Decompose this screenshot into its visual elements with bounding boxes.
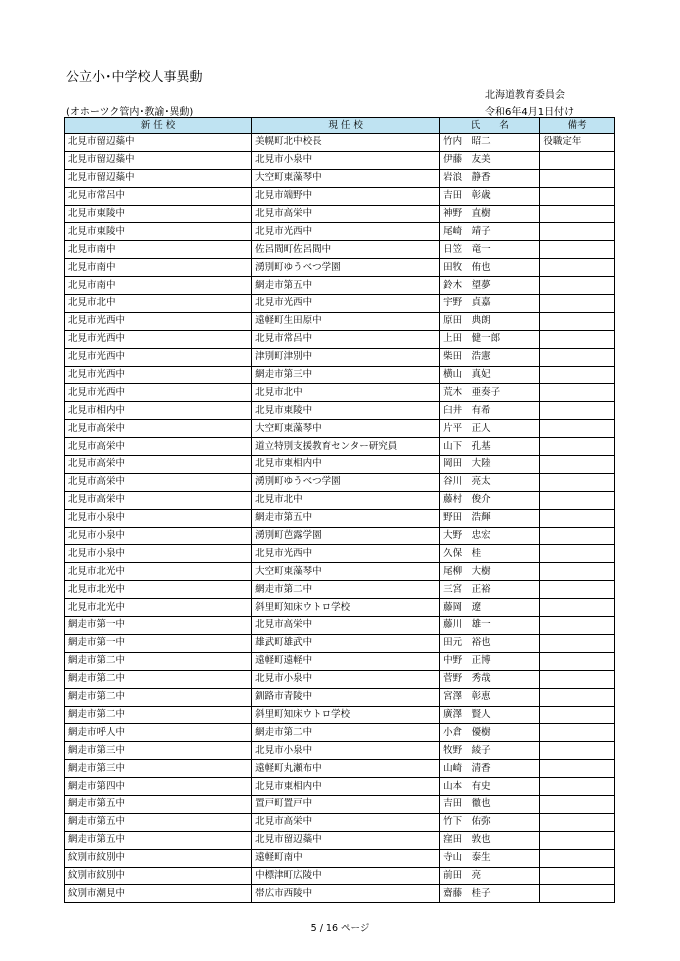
name-cell: 寺山 泰生 bbox=[440, 849, 540, 867]
remarks-cell bbox=[540, 420, 615, 438]
remarks-cell bbox=[540, 473, 615, 491]
current-school-cell: 網走市第三中 bbox=[252, 366, 440, 384]
table-row bbox=[65, 724, 615, 742]
name-cell: 上田 健一郎 bbox=[440, 330, 540, 348]
table-row bbox=[65, 402, 615, 420]
name-cell: 三宮 正裕 bbox=[440, 581, 540, 599]
table-row bbox=[65, 205, 615, 223]
name-cell: 田牧 侑也 bbox=[440, 259, 540, 277]
current-school-cell: 釧路市青陵中 bbox=[252, 688, 440, 706]
new-school-cell: 北見市光西中 bbox=[65, 384, 252, 402]
remarks-cell bbox=[540, 366, 615, 384]
new-school-cell: 紋別市紋別中 bbox=[65, 849, 252, 867]
table-row bbox=[65, 849, 615, 867]
remarks-cell bbox=[540, 151, 615, 169]
name-cell: 竹下 佑弥 bbox=[440, 813, 540, 831]
table-row bbox=[65, 169, 615, 187]
header-new-school: 新 任 校 bbox=[65, 118, 252, 134]
new-school-cell: 網走市呼人中 bbox=[65, 724, 252, 742]
current-school-cell: 遠軽町南中 bbox=[252, 849, 440, 867]
table-row bbox=[65, 223, 615, 241]
name-cell: 荒木 亜奏子 bbox=[440, 384, 540, 402]
current-school-cell: 北見市光西中 bbox=[252, 545, 440, 563]
current-school-cell: 北見市小泉中 bbox=[252, 742, 440, 760]
new-school-cell: 網走市第二中 bbox=[65, 706, 252, 724]
name-cell: 前田 亮 bbox=[440, 867, 540, 885]
name-cell: 岩浪 静香 bbox=[440, 169, 540, 187]
remarks-cell bbox=[540, 241, 615, 259]
remarks-cell bbox=[540, 402, 615, 420]
new-school-cell: 北見市留辺蘂中 bbox=[65, 134, 252, 152]
table-row bbox=[65, 187, 615, 205]
new-school-cell: 北見市光西中 bbox=[65, 312, 252, 330]
name-cell: 谷川 亮太 bbox=[440, 473, 540, 491]
current-school-cell: 北見市東陵中 bbox=[252, 402, 440, 420]
table-row bbox=[65, 688, 615, 706]
remarks-cell bbox=[540, 849, 615, 867]
current-school-cell: 網走市第二中 bbox=[252, 724, 440, 742]
new-school-cell: 北見市北光中 bbox=[65, 599, 252, 617]
remarks-cell bbox=[540, 724, 615, 742]
remarks-cell bbox=[540, 259, 615, 277]
new-school-cell: 網走市第三中 bbox=[65, 742, 252, 760]
remarks-cell bbox=[540, 617, 615, 635]
table-row bbox=[65, 420, 615, 438]
table-row bbox=[65, 473, 615, 491]
name-cell: 藤川 雄一 bbox=[440, 617, 540, 635]
current-school-cell: 大空町東藻琴中 bbox=[252, 169, 440, 187]
remarks-cell bbox=[540, 778, 615, 796]
header-name: 氏 名 bbox=[440, 118, 540, 134]
remarks-cell bbox=[540, 295, 615, 313]
name-cell: 牧野 綾子 bbox=[440, 742, 540, 760]
organization-name: 北海道教育委員会 bbox=[485, 90, 565, 101]
remarks-cell bbox=[540, 348, 615, 366]
name-cell: 臼井 有希 bbox=[440, 402, 540, 420]
new-school-cell: 網走市第三中 bbox=[65, 760, 252, 778]
new-school-cell: 北見市常呂中 bbox=[65, 187, 252, 205]
name-cell: 齋藤 桂子 bbox=[440, 885, 540, 903]
table-row bbox=[65, 456, 615, 474]
table-row bbox=[65, 760, 615, 778]
remarks-cell bbox=[540, 885, 615, 903]
name-cell: 日笠 竜一 bbox=[440, 241, 540, 259]
personnel-table bbox=[64, 117, 615, 903]
remarks-cell bbox=[540, 742, 615, 760]
current-school-cell: 北見市高栄中 bbox=[252, 205, 440, 223]
new-school-cell: 紋別市紋別中 bbox=[65, 867, 252, 885]
remarks-cell bbox=[540, 223, 615, 241]
remarks-cell bbox=[540, 456, 615, 474]
name-cell: 竹内 昭二 bbox=[440, 134, 540, 152]
name-cell: 窪田 敦也 bbox=[440, 831, 540, 849]
name-cell: 久保 桂 bbox=[440, 545, 540, 563]
table-row bbox=[65, 634, 615, 652]
current-school-cell: 湧別町芭露学園 bbox=[252, 527, 440, 545]
name-cell: 柴田 浩憲 bbox=[440, 348, 540, 366]
current-school-cell: 北見市常呂中 bbox=[252, 330, 440, 348]
table-row bbox=[65, 617, 615, 635]
remarks-cell bbox=[540, 831, 615, 849]
remarks-cell bbox=[540, 169, 615, 187]
remarks-cell bbox=[540, 867, 615, 885]
remarks-cell bbox=[540, 330, 615, 348]
current-school-cell: 北見市小泉中 bbox=[252, 670, 440, 688]
table-row bbox=[65, 330, 615, 348]
name-cell: 岡田 大陸 bbox=[440, 456, 540, 474]
name-cell: 横山 真妃 bbox=[440, 366, 540, 384]
table-row bbox=[65, 670, 615, 688]
header-remarks: 備考 bbox=[540, 118, 615, 134]
new-school-cell: 北見市南中 bbox=[65, 259, 252, 277]
current-school-cell: 北見市光西中 bbox=[252, 295, 440, 313]
remarks-cell bbox=[540, 491, 615, 509]
table-row bbox=[65, 563, 615, 581]
table-header-row bbox=[65, 118, 615, 134]
table-row bbox=[65, 867, 615, 885]
table-row bbox=[65, 151, 615, 169]
current-school-cell: 北見市留辺蘂中 bbox=[252, 831, 440, 849]
remarks-cell bbox=[540, 581, 615, 599]
name-cell: 原田 典朗 bbox=[440, 312, 540, 330]
remarks-cell bbox=[540, 277, 615, 295]
current-school-cell: 大空町東藻琴中 bbox=[252, 420, 440, 438]
table-row bbox=[65, 277, 615, 295]
header-current-school: 現 任 校 bbox=[252, 118, 440, 134]
table-row bbox=[65, 581, 615, 599]
name-cell: 野田 浩輝 bbox=[440, 509, 540, 527]
remarks-cell bbox=[540, 438, 615, 456]
new-school-cell: 北見市高栄中 bbox=[65, 456, 252, 474]
name-cell: 山下 孔基 bbox=[440, 438, 540, 456]
name-cell: 宇野 貞嘉 bbox=[440, 295, 540, 313]
current-school-cell: 津別町津別中 bbox=[252, 348, 440, 366]
current-school-cell: 遠軽町丸瀬布中 bbox=[252, 760, 440, 778]
new-school-cell: 北見市光西中 bbox=[65, 348, 252, 366]
name-cell: 尾崎 靖子 bbox=[440, 223, 540, 241]
category-label: (オホーツク管内･教諭･異動) bbox=[66, 107, 194, 118]
new-school-cell: 北見市留辺蘂中 bbox=[65, 151, 252, 169]
name-cell: 大野 忠宏 bbox=[440, 527, 540, 545]
name-cell: 神野 直樹 bbox=[440, 205, 540, 223]
new-school-cell: 北見市高栄中 bbox=[65, 473, 252, 491]
page-number: 5 / 16 ページ bbox=[310, 923, 370, 934]
table-row bbox=[65, 366, 615, 384]
table-row bbox=[65, 599, 615, 617]
table-row bbox=[65, 885, 615, 903]
name-cell: 小倉 優樹 bbox=[440, 724, 540, 742]
new-school-cell: 網走市第五中 bbox=[65, 813, 252, 831]
new-school-cell: 北見市小泉中 bbox=[65, 509, 252, 527]
current-school-cell: 北見市北中 bbox=[252, 384, 440, 402]
current-school-cell: 北見市高栄中 bbox=[252, 813, 440, 831]
current-school-cell: 大空町東藻琴中 bbox=[252, 563, 440, 581]
name-cell: 吉田 徹也 bbox=[440, 795, 540, 813]
current-school-cell: 佐呂間町佐呂間中 bbox=[252, 241, 440, 259]
new-school-cell: 網走市第二中 bbox=[65, 688, 252, 706]
current-school-cell: 北見市東相内中 bbox=[252, 456, 440, 474]
remarks-cell bbox=[540, 760, 615, 778]
effective-date: 令和6年4月1日付け bbox=[485, 107, 575, 118]
current-school-cell: 雄武町雄武中 bbox=[252, 634, 440, 652]
current-school-cell: 湧別町ゆうべつ学園 bbox=[252, 259, 440, 277]
name-cell: 宮澤 彰恵 bbox=[440, 688, 540, 706]
remarks-cell bbox=[540, 813, 615, 831]
new-school-cell: 北見市高栄中 bbox=[65, 438, 252, 456]
current-school-cell: 網走市第二中 bbox=[252, 581, 440, 599]
new-school-cell: 北見市高栄中 bbox=[65, 420, 252, 438]
remarks-cell bbox=[540, 205, 615, 223]
remarks-cell bbox=[540, 384, 615, 402]
table-row bbox=[65, 831, 615, 849]
new-school-cell: 網走市第一中 bbox=[65, 634, 252, 652]
new-school-cell: 北見市北光中 bbox=[65, 563, 252, 581]
name-cell: 菅野 秀哉 bbox=[440, 670, 540, 688]
new-school-cell: 北見市光西中 bbox=[65, 330, 252, 348]
remarks-cell bbox=[540, 706, 615, 724]
new-school-cell: 北見市小泉中 bbox=[65, 545, 252, 563]
table-row bbox=[65, 384, 615, 402]
new-school-cell: 網走市第五中 bbox=[65, 795, 252, 813]
remarks-cell bbox=[540, 545, 615, 563]
current-school-cell: 斜里町知床ウトロ学校 bbox=[252, 706, 440, 724]
current-school-cell: 北見市小泉中 bbox=[252, 151, 440, 169]
remarks-cell: 役職定年 bbox=[540, 134, 615, 152]
current-school-cell: 北見市端野中 bbox=[252, 187, 440, 205]
table-row bbox=[65, 509, 615, 527]
new-school-cell: 北見市留辺蘂中 bbox=[65, 169, 252, 187]
new-school-cell: 北見市東陵中 bbox=[65, 205, 252, 223]
current-school-cell: 網走市第五中 bbox=[252, 277, 440, 295]
remarks-cell bbox=[540, 509, 615, 527]
new-school-cell: 北見市南中 bbox=[65, 277, 252, 295]
table-row bbox=[65, 134, 615, 152]
table-row bbox=[65, 491, 615, 509]
new-school-cell: 北見市高栄中 bbox=[65, 491, 252, 509]
remarks-cell bbox=[540, 634, 615, 652]
name-cell: 廣澤 賢人 bbox=[440, 706, 540, 724]
new-school-cell: 北見市南中 bbox=[65, 241, 252, 259]
name-cell: 鈴木 望夢 bbox=[440, 277, 540, 295]
new-school-cell: 網走市第四中 bbox=[65, 778, 252, 796]
current-school-cell: 遠軽町遠軽中 bbox=[252, 652, 440, 670]
name-cell: 田元 裕也 bbox=[440, 634, 540, 652]
current-school-cell: 北見市東相内中 bbox=[252, 778, 440, 796]
remarks-cell bbox=[540, 688, 615, 706]
current-school-cell: 北見市北中 bbox=[252, 491, 440, 509]
new-school-cell: 北見市北光中 bbox=[65, 581, 252, 599]
table-row bbox=[65, 348, 615, 366]
remarks-cell bbox=[540, 670, 615, 688]
remarks-cell bbox=[540, 312, 615, 330]
table-row bbox=[65, 795, 615, 813]
new-school-cell: 北見市東陵中 bbox=[65, 223, 252, 241]
table-row bbox=[65, 545, 615, 563]
current-school-cell: 帯広市西陵中 bbox=[252, 885, 440, 903]
table-row bbox=[65, 778, 615, 796]
remarks-cell bbox=[540, 527, 615, 545]
table-row bbox=[65, 527, 615, 545]
name-cell: 吉田 彰歳 bbox=[440, 187, 540, 205]
remarks-cell bbox=[540, 599, 615, 617]
current-school-cell: 北見市高栄中 bbox=[252, 617, 440, 635]
name-cell: 伊藤 友美 bbox=[440, 151, 540, 169]
remarks-cell bbox=[540, 563, 615, 581]
name-cell: 尾柳 大樹 bbox=[440, 563, 540, 581]
table-row bbox=[65, 438, 615, 456]
current-school-cell: 網走市第五中 bbox=[252, 509, 440, 527]
new-school-cell: 北見市光西中 bbox=[65, 366, 252, 384]
table-row bbox=[65, 312, 615, 330]
page-title: 公立小･中学校人事異動 bbox=[66, 70, 203, 85]
new-school-cell: 北見市相内中 bbox=[65, 402, 252, 420]
current-school-cell: 美幌町北中校長 bbox=[252, 134, 440, 152]
name-cell: 片平 正人 bbox=[440, 420, 540, 438]
remarks-cell bbox=[540, 652, 615, 670]
new-school-cell: 網走市第二中 bbox=[65, 670, 252, 688]
table-row bbox=[65, 742, 615, 760]
table-row bbox=[65, 241, 615, 259]
table-row bbox=[65, 652, 615, 670]
new-school-cell: 網走市第一中 bbox=[65, 617, 252, 635]
name-cell: 藤村 俊介 bbox=[440, 491, 540, 509]
name-cell: 山本 有史 bbox=[440, 778, 540, 796]
new-school-cell: 網走市第五中 bbox=[65, 831, 252, 849]
current-school-cell: 湧別町ゆうべつ学園 bbox=[252, 473, 440, 491]
name-cell: 中野 正博 bbox=[440, 652, 540, 670]
new-school-cell: 網走市第二中 bbox=[65, 652, 252, 670]
name-cell: 藤岡 遼 bbox=[440, 599, 540, 617]
name-cell: 山崎 清香 bbox=[440, 760, 540, 778]
table-row bbox=[65, 295, 615, 313]
current-school-cell: 置戸町置戸中 bbox=[252, 795, 440, 813]
new-school-cell: 北見市小泉中 bbox=[65, 527, 252, 545]
remarks-cell bbox=[540, 187, 615, 205]
table-row bbox=[65, 813, 615, 831]
current-school-cell: 中標津町広陵中 bbox=[252, 867, 440, 885]
current-school-cell: 遠軽町生田原中 bbox=[252, 312, 440, 330]
table-row bbox=[65, 259, 615, 277]
current-school-cell: 斜里町知床ウトロ学校 bbox=[252, 599, 440, 617]
table-row bbox=[65, 706, 615, 724]
current-school-cell: 北見市光西中 bbox=[252, 223, 440, 241]
new-school-cell: 紋別市潮見中 bbox=[65, 885, 252, 903]
remarks-cell bbox=[540, 795, 615, 813]
current-school-cell: 道立特別支援教育センター研究員 bbox=[252, 438, 440, 456]
new-school-cell: 北見市北中 bbox=[65, 295, 252, 313]
